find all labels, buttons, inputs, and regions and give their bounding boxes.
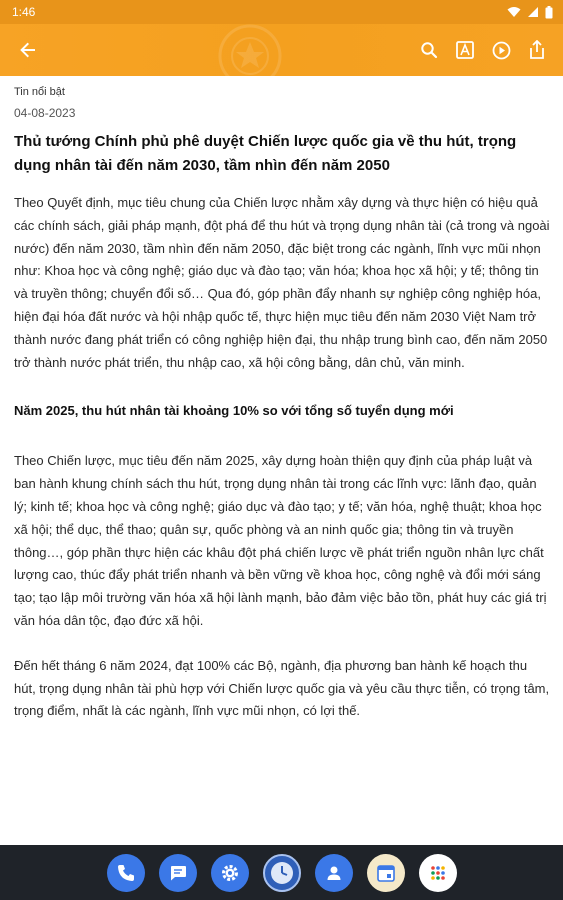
dock-calendar-app[interactable]	[367, 854, 405, 892]
phone-icon	[116, 863, 136, 883]
font-size-icon	[456, 41, 474, 59]
status-icons	[507, 6, 553, 19]
messages-icon	[168, 863, 188, 883]
signal-icon	[527, 6, 539, 18]
share-button[interactable]	[523, 36, 551, 64]
app-dock	[0, 845, 563, 900]
share-icon	[528, 40, 546, 60]
back-button[interactable]	[14, 36, 42, 64]
wifi-icon	[507, 6, 521, 18]
search-button[interactable]	[415, 36, 443, 64]
article-paragraph: Đến hết tháng 6 năm 2024, đạt 100% các Bộ, ngành, địa phương ban hành kế hoạch thu hút, trọng dụng nhân tài phù hợp với Chiến lược quốc gia và yêu cầu thực tiễn, có trọng tâm, trọng điểm, nhất là các ngành, lĩnh vực mũi nhọn, có lợi thế.	[14, 657, 550, 719]
status-time: 1:46	[12, 5, 36, 19]
dock-settings-app[interactable]	[211, 854, 249, 892]
dock-phone-app[interactable]	[107, 854, 145, 892]
article-paragraph: Theo Quyết định, mục tiêu chung của Chiến lược nhằm xây dựng và thực hiện có hiệu quả các chính sách, giải pháp mạnh, đột phá để thu hút và trọng dụng nhân tài (cả trong và ngoài nước) đến năm 2030, tầm nhìn đến năm 2050, đặc biệt trong các ngành, lĩnh vực mũi nhọn như: Khoa học và công nghệ; giáo dục và đào tạo; văn hóa; khoa học xã hội; y tế; thông tin và truyền thông; chuyển đổi số… Qua đó, góp phần đẩy nhanh sự nghiệp công nghiệp hóa, hiện đại hóa đất nước và hội nhập quốc tế, thực hiện mục tiêu đến năm 2030 Việt Nam trở thành nước đang phát triển có công nghiệp hiện đại, thu nhập trung bình cao, đến năm 2050 trở thành nước phát triển, thu nhập cao, xã hội công bằng, dân chủ, văn minh.	[14, 195, 550, 370]
emblem-watermark-icon	[150, 18, 350, 88]
arrow-left-icon	[18, 40, 38, 60]
dock-contacts-app[interactable]	[315, 854, 353, 892]
dock-app-drawer[interactable]	[419, 854, 457, 892]
article-category: Tin nổi bật	[14, 86, 65, 98]
contacts-icon	[324, 863, 344, 883]
app-drawer-icon	[429, 864, 447, 882]
toolbar-actions	[415, 36, 551, 64]
clock-icon	[269, 860, 295, 886]
search-icon	[420, 41, 438, 59]
article-content	[14, 80, 551, 840]
dock-clock-app[interactable]	[263, 854, 301, 892]
play-icon	[492, 41, 511, 60]
article-paragraph: Theo Chiến lược, mục tiêu đến năm 2025, xây dựng hoàn thiện quy định của pháp luật và ban hành khung chính sách thu hút, trọng dụng nhân tài trong các lĩnh vực: lãnh đạo, quản lý; kinh tế; khoa học và công nghệ; giáo dục và đào tạo; y tế; văn hóa, nghệ thuật; khoa học xã hội; thể dục, thể thao; quân sự, quốc phòng và an ninh quốc gia; thông tin và truyền thông…, góp phần thực hiện các khâu đột phá chiến lược về phát triển nguồn nhân lực chất lượng cao, thúc đẩy phát triển nhanh và bền vững về khoa học, công nghệ và đổi mới sáng tạo; tạo lập môi trường văn hóa xã hội lành mạnh, bảo đảm việc bảo tồn, phát huy các giá trị văn hóa dân tộc, đạo đức xã hội.	[14, 453, 547, 628]
battery-icon	[545, 6, 553, 19]
status-bar	[0, 0, 563, 24]
article-headline: Thủ tướng Chính phủ phê duyệt Chiến lược quốc gia về thu hút, trọng dụng nhân tài đến năm 2030, tầm nhìn đến năm 2050	[14, 133, 517, 174]
app-bar	[0, 24, 563, 76]
settings-icon	[219, 862, 241, 884]
font-size-button[interactable]	[451, 36, 479, 64]
calendar-icon	[376, 863, 396, 883]
dock-messages-app[interactable]	[159, 854, 197, 892]
article-subheading: Năm 2025, thu hút nhân tài khoảng 10% so với tổng số tuyển dụng mới	[14, 403, 454, 419]
article-date: 04-08-2023	[14, 106, 76, 120]
play-button[interactable]	[487, 36, 515, 64]
